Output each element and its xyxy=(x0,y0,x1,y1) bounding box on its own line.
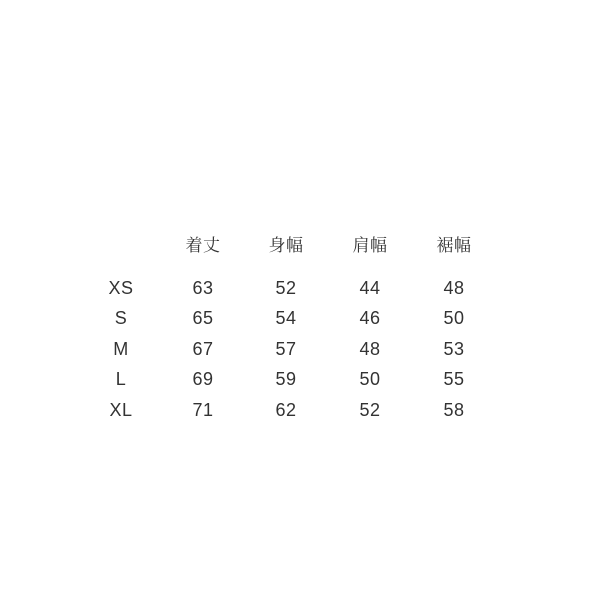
cell-value: 50 xyxy=(359,369,381,390)
cell-value: 67 xyxy=(192,338,214,359)
table-row-xs xyxy=(80,273,496,304)
header-body-spacer xyxy=(80,258,496,273)
table-row-s xyxy=(80,304,496,335)
cell-value: 55 xyxy=(443,369,465,390)
cell-value: 63 xyxy=(192,277,214,298)
cell-value: 50 xyxy=(443,308,465,329)
cell-value: 46 xyxy=(359,308,381,329)
cell-value: 48 xyxy=(443,277,465,298)
cell-value: 54 xyxy=(275,308,297,329)
cell-value: 62 xyxy=(275,399,297,420)
cell-value: 65 xyxy=(192,308,214,329)
column-header-body-width: 身幅 xyxy=(268,235,304,255)
size-label: XS xyxy=(108,277,134,298)
cell-value: 57 xyxy=(275,338,297,359)
cell-value: 52 xyxy=(275,277,297,298)
cell-value: 69 xyxy=(192,369,214,390)
column-header-hem-width: 裾幅 xyxy=(436,235,472,255)
size-label: XL xyxy=(109,399,133,420)
cell-value: 59 xyxy=(275,369,297,390)
size-label: L xyxy=(115,369,127,390)
cell-value: 48 xyxy=(359,338,381,359)
size-label: S xyxy=(114,308,128,329)
table-row-m xyxy=(80,334,496,365)
size-label: M xyxy=(113,338,129,359)
table-row-xl xyxy=(80,395,496,426)
size-chart-table xyxy=(80,228,496,426)
column-header-shoulder-width: 肩幅 xyxy=(352,235,388,255)
size-chart-header-row xyxy=(80,228,496,258)
table-row-l xyxy=(80,365,496,396)
cell-value: 58 xyxy=(443,399,465,420)
cell-value: 71 xyxy=(192,399,214,420)
cell-value: 53 xyxy=(443,338,465,359)
column-header-body-length: 着丈 xyxy=(185,235,221,255)
cell-value: 44 xyxy=(359,277,381,298)
cell-value: 52 xyxy=(359,399,381,420)
